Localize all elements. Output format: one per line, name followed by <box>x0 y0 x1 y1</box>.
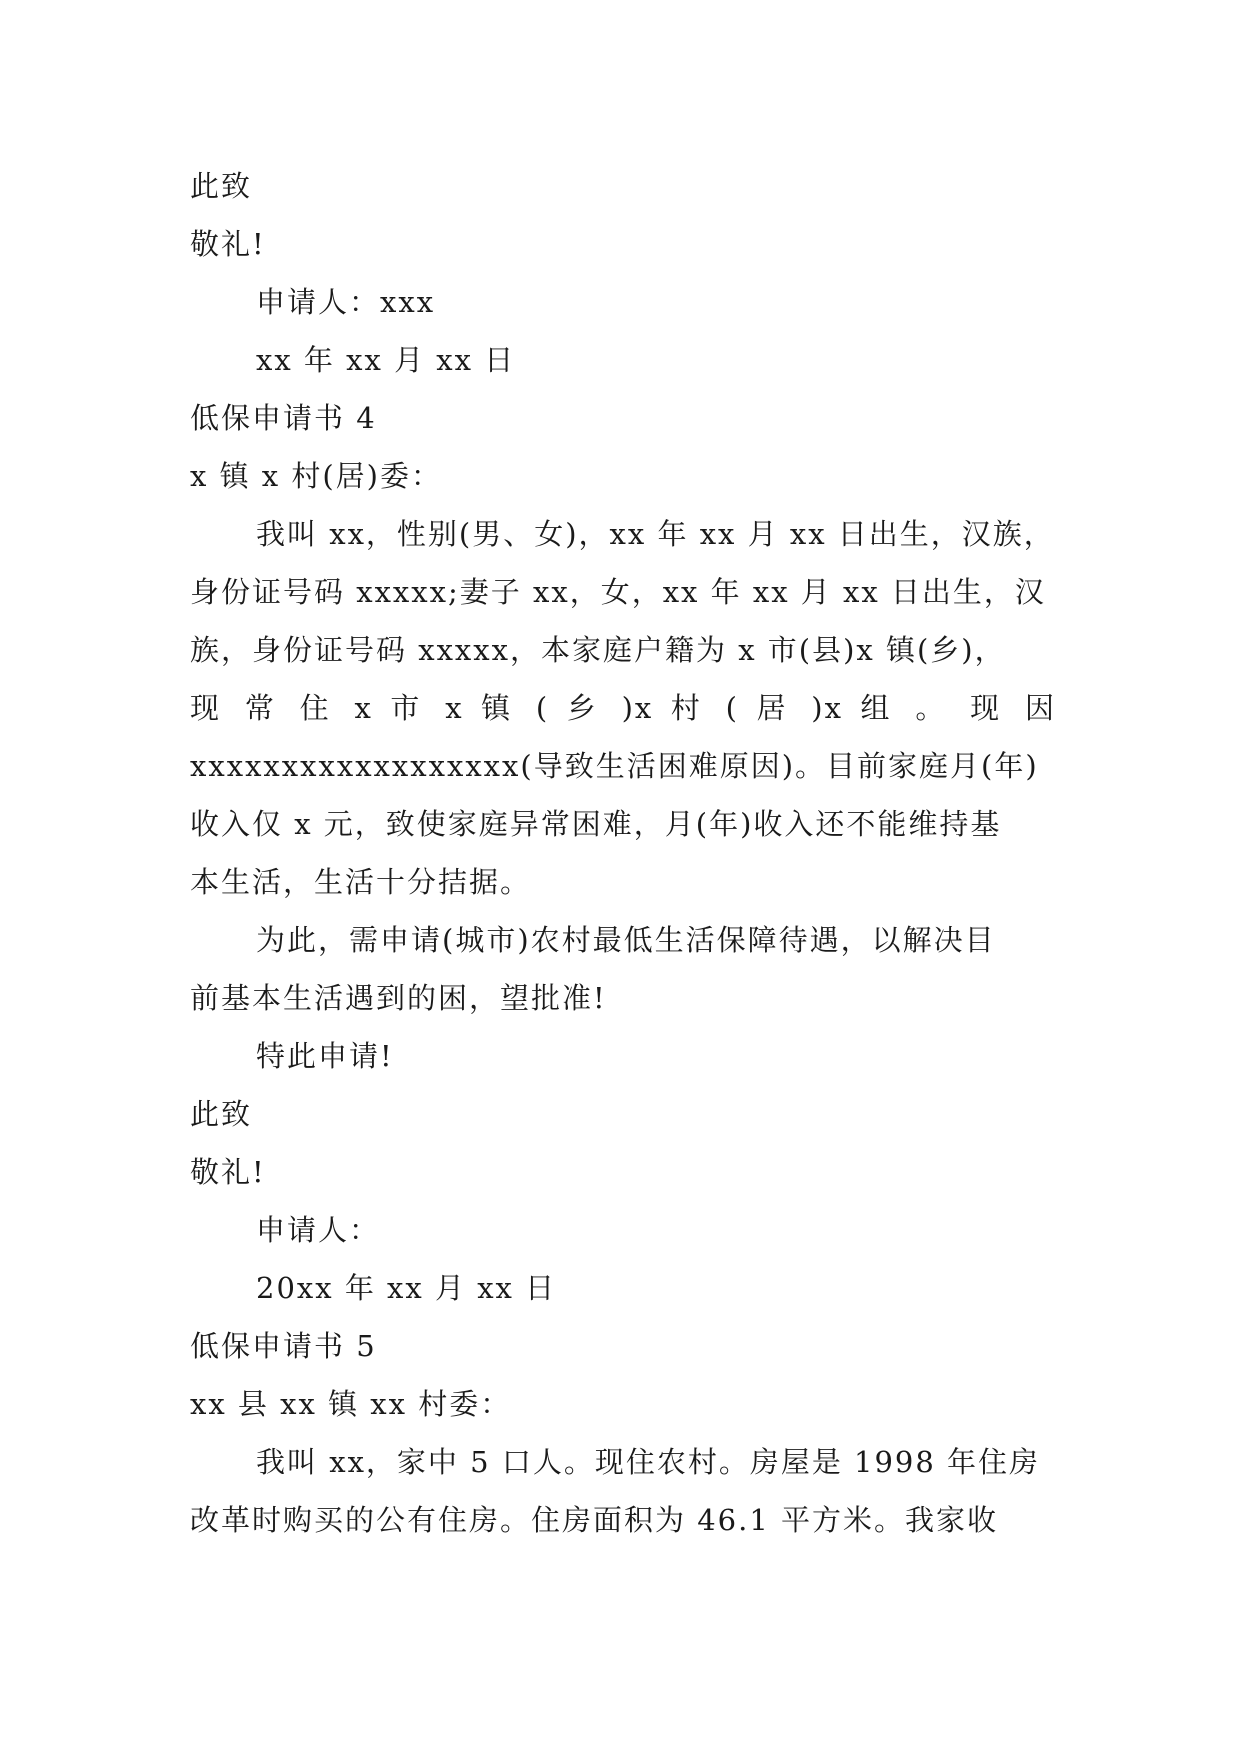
letter-4-para1-line: 收入仅 x 元，致使家庭异常困难，月(年)收入还不能维持基 <box>190 807 1002 841</box>
letter-4-para2-line: 前基本生活遇到的困，望批准! <box>190 981 607 1015</box>
letter-4-para2-line: 为此，需申请(城市)农村最低生活保障待遇，以解决目 <box>256 923 996 957</box>
closing-cizhi: 此致 <box>190 169 253 203</box>
letter-4-special: 特此申请! <box>256 1039 394 1073</box>
letter-4-applicant: 申请人： <box>256 1213 381 1247</box>
letter-4-date: 20xx 年 xx 月 xx 日 <box>256 1271 557 1305</box>
letter-4-para1-line: 族，身份证号码 xxxxx，本家庭户籍为 x 市(县)x 镇(乡)， <box>190 633 1006 667</box>
letter-4-para1-line: 身份证号码 xxxxx;妻子 xx，女，xx 年 xx 月 xx 日出生，汉 <box>190 575 1046 609</box>
applicant-signature: 申请人：xxx <box>256 285 436 319</box>
document-body <box>190 157 1056 1549</box>
letter-4-para1-line: 本生活，生活十分拮据。 <box>190 865 532 899</box>
closing-jingli: 敬礼! <box>190 227 266 261</box>
letter-4-para1-line: 我叫 xx，性别(男、女)，xx 年 xx 月 xx 日出生，汉族， <box>256 517 1055 551</box>
letter-5-para1-line: 我叫 xx，家中 5 口人。现住农村。房屋是 1998 年住房 <box>256 1445 1041 1479</box>
letter-4-addressee: x 镇 x 村(居)委： <box>190 459 442 493</box>
signature-date: xx 年 xx 月 xx 日 <box>256 343 516 377</box>
letter-4-para1-line: 现 常 住 x 市 x 镇 ( 乡 )x 村 ( 居 )x 组 。 现 因 <box>190 691 1056 725</box>
letter-5-addressee: xx 县 xx 镇 xx 村委： <box>190 1387 512 1421</box>
letter-4-jingli: 敬礼! <box>190 1155 266 1189</box>
letter-4-title: 低保申请书 4 <box>190 401 377 435</box>
letter-5-title: 低保申请书 5 <box>190 1329 377 1363</box>
letter-5-para1-line: 改革时购买的公有住房。住房面积为 46.1 平方米。我家收 <box>190 1503 999 1537</box>
letter-4-cizhi: 此致 <box>190 1097 253 1131</box>
letter-4-para1-line: xxxxxxxxxxxxxxxxxx(导致生活困难原因)。目前家庭月(年) <box>190 749 1039 783</box>
